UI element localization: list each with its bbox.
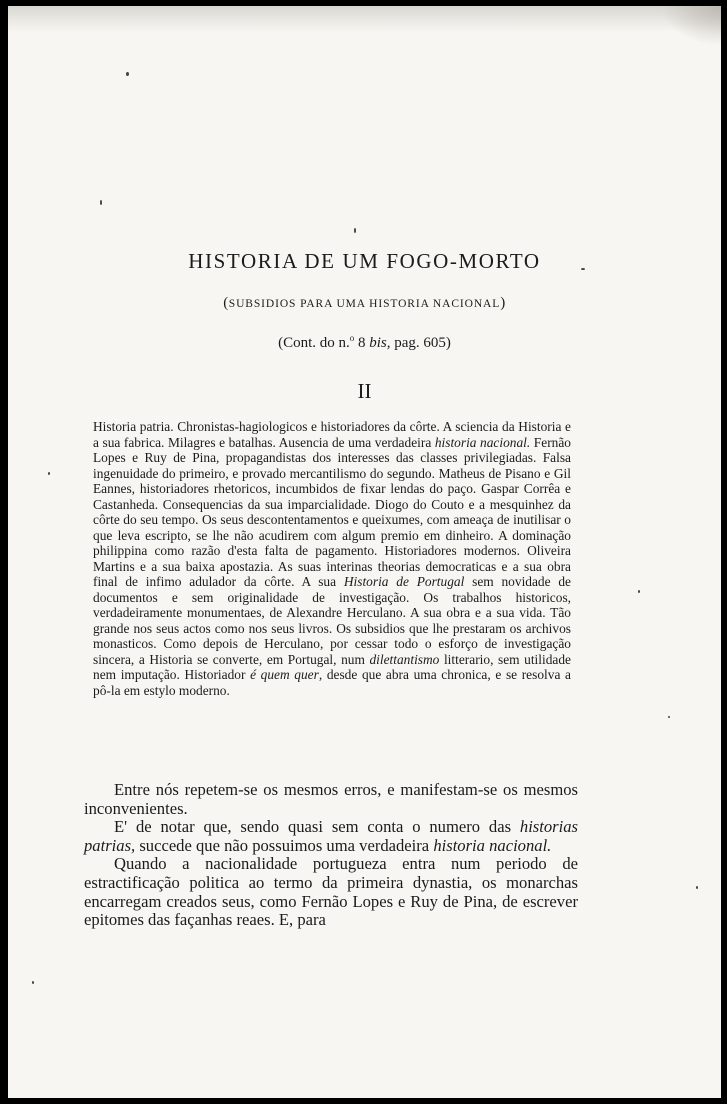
subtitle-close-paren: ) (500, 295, 506, 311)
scanned-page (8, 6, 721, 1098)
text-run: Historia patria. Chronistas-hagiologicos e historiadores da côrte. A sciencia da Historia e a sua fabrica. Milagres e batalhas. Ausencia de uma verdadeira (93, 419, 571, 450)
body-paragraph (84, 818, 578, 855)
italic-text: historia nacional. (434, 434, 531, 450)
article-title: HISTORIA DE UM FOGO-MORTO (188, 249, 541, 273)
scan-speck (126, 72, 129, 76)
text-run: litterario, sem utilidade nem imputação. Historiador (93, 651, 571, 682)
chapter-summary (93, 419, 571, 698)
text-run: , desde que abra uma chronica, e se resolva a pô-la em estylo moderno. (93, 667, 571, 698)
section-number: II (357, 379, 372, 403)
italic-text: historia nacional. (433, 835, 552, 855)
text-run: Fernão Lopes e Ruy de Pina, propagandistas dos interesses das classes privilegiadas. Falsa ingenuidade do primeiro, e provado mercantilismo do segundo. Matheus de Pisano e Gil Eannes, historiadores rhetoricos, incumbidos de fixar lendas do paço. Gaspar Corrêa e Castanheda. Consequencias da sua imparcialidade. Diogo do Couto e a mesquinhez da côrte do seu tempo. Os seus descontentamentos e queixumes, com ameaça de inutilisar o que leva escripto, se lhe não acudirem com algum premio em dinheiro. A dominação philippina como razão d'esta falta de pagamento. Historiadores modernos. Oliveira Martins e a sua baixa apostazia. As suas interinas theorias democraticas e a sua obra final de infimo adulador da côrte. A sua (93, 434, 571, 589)
continuation-number: 8 (354, 335, 370, 351)
page-corner-shadow (661, 6, 721, 46)
article-subtitle (8, 295, 721, 312)
text-run: Quando a nacionalidade portugueza entra num periodo de estractificação politica ao termo da primeira dynastia, os monarchas encarregam creados seus, como Fernão Lopes e Ruy de Pina, de escrever epitomes das façanhas reaes. E, para (84, 854, 578, 930)
page-top-shadow (8, 6, 721, 32)
scan-speck (696, 886, 698, 889)
text-run: Entre nós repetem-se os mesmos erros, e manifestam-se os mesmos inconvenientes. (84, 780, 578, 818)
scan-speck (100, 200, 102, 205)
continuation-degree: o (349, 333, 355, 343)
text-run: sem novidade de documentos e sem originalidade de investigação. Os trabalhos historicos, verdadeiramente monumentaes, de Alexandre Herculano. A sua obra e a sua vida. Tão grande nos seus actos como nos seus livros. Os subsidios que lhe prestaram os archivos monasticos. Como depois de Herculano, por cessar todo o esforço de investigação sincera, a Historia se converte, em Portugal, num (93, 574, 571, 667)
scan-speck (638, 590, 640, 593)
italic-text: dilettantismo (369, 651, 440, 667)
text-run: E' de notar que, sendo quasi sem conta o numero das (114, 817, 520, 837)
continuation-note (8, 333, 721, 352)
scan-speck (668, 716, 670, 718)
italic-text: é quem quer (250, 667, 319, 682)
subtitle-text: SUBSIDIOS PARA UMA HISTORIA NACIONAL (228, 298, 501, 310)
scan-speck (581, 268, 585, 270)
scan-speck (32, 981, 34, 984)
text-run: succede que não possuimos uma verdadeira (135, 835, 434, 855)
italic-text: Historia de Portugal (343, 574, 465, 589)
scan-speck (48, 472, 50, 475)
continuation-bis: bis, (369, 335, 391, 351)
body-paragraph (84, 781, 578, 818)
body-paragraph (84, 855, 578, 929)
continuation-page: pag. 605) (390, 335, 451, 351)
continuation-prefix: (Cont. do n. (278, 335, 350, 351)
scan-speck (354, 228, 356, 233)
italic-text: historias patrias, (84, 817, 578, 855)
article-body (84, 781, 578, 930)
subtitle-open-paren: ( (223, 295, 229, 311)
